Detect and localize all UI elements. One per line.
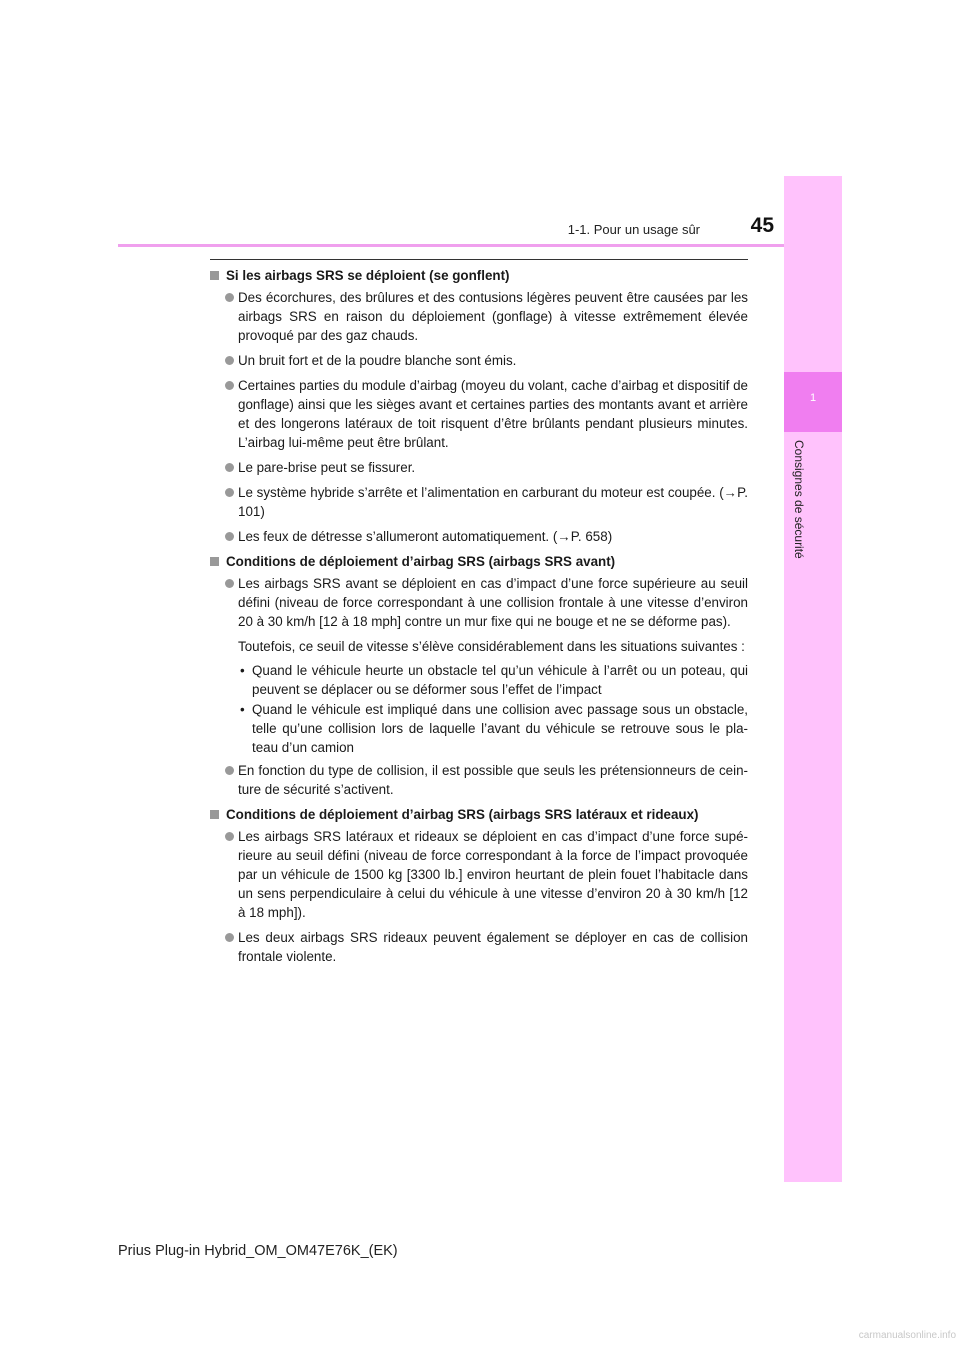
dot-marker-icon: •: [240, 663, 245, 678]
chapter-tab-number: 1: [809, 392, 817, 404]
round-bullet-icon: [225, 488, 234, 497]
list-item: Le pare-brise peut se fissurer.: [210, 458, 748, 477]
sub-list-item: • Quand le véhicule heurte un obstacle tel qu’un véhicule à l’arrêt ou un poteau, qui peuvent se déplacer ou se déformer sous l’effet de l’impact: [240, 663, 748, 697]
round-bullet-icon: [225, 293, 234, 302]
list-item: Des écorchures, des brûlures et des contusions légères peuvent être causées par les airbags SRS en raison du déploiement (gonflage) à vitesse extrêmement élevée provoqué par des gaz chauds.: [210, 288, 748, 345]
header-section-title: 1-1. Pour un usage sûr: [567, 222, 700, 237]
section-heading: Si les airbags SRS se déploient (se gonflent): [210, 266, 748, 285]
round-bullet-icon: [225, 463, 234, 472]
round-bullet-icon: [225, 579, 234, 588]
list-item: Les airbags SRS latéraux et rideaux se déploient en cas d’impact d’une force supé-rieure au seuil défini (niveau de force correspondant à la force de l’impact provoquée par un véhicule de 1500 kg [3300 lb.] environ heurtant de plein fouet l’habitacle dans un sens perpendiculaire à celui du véhicule à une vitesse d’environ 20 à 30 km/h [12 à 18 mph]).: [210, 827, 748, 922]
list-item: Les airbags SRS avant se déploient en cas d’impact d’une force supérieure au seuil défini (niveau de force correspondant à une collision frontale à une vitesse d’environ 20 à 30 km/h [12 à 18 mph] contre un mur fixe qui ne bouge et ne se déforme pas).: [210, 574, 748, 631]
list-item: En fonction du type de collision, il est possible que seuls les prétensionneurs de cein-ture de sécurité s’activent.: [210, 761, 748, 799]
square-bullet-icon: [210, 271, 219, 280]
paragraph: Toutefois, ce seuil de vitesse s’élève considérablement dans les situations suivantes :: [238, 639, 745, 654]
section-heading: Conditions de déploiement d’airbag SRS (airbags SRS avant): [210, 552, 748, 571]
round-bullet-icon: [225, 381, 234, 390]
header-rule: [118, 244, 842, 247]
list-item: Certaines parties du module d’airbag (moyeu du volant, cache d’airbag et dispositif de gonflage) ainsi que les sièges avant et certaines parties des montants avant et arrière et des longerons latéraux de toit risquent d’être brûlants pendant plusieurs minutes. L’airbag lui-même peut être brûlant.: [210, 376, 748, 452]
round-bullet-icon: [225, 532, 234, 541]
chapter-tab-label: Consignes de sécurité: [792, 440, 806, 559]
dot-marker-icon: •: [240, 702, 245, 717]
watermark: carmanualsonline.info: [858, 1330, 956, 1341]
list-item: Un bruit fort et de la poudre blanche sont émis.: [210, 351, 748, 370]
list-item: Le système hybride s’arrête et l’alimentation en carburant du moteur est coupée. (→P. 101): [210, 483, 748, 521]
section-heading: Conditions de déploiement d’airbag SRS (airbags SRS latéraux et rideaux): [210, 805, 748, 824]
page-number: 45: [750, 214, 774, 237]
list-item: Les feux de détresse s’allumeront automatiquement. (→P. 658): [210, 527, 748, 546]
page-content: [210, 266, 748, 972]
content-top-rule: [210, 259, 748, 260]
square-bullet-icon: [210, 557, 219, 566]
list-item: Les deux airbags SRS rideaux peuvent également se déployer en cas de collision frontale violente.: [210, 928, 748, 966]
round-bullet-icon: [225, 356, 234, 365]
footer-document-id: Prius Plug-in Hybrid_OM_OM47E76K_(EK): [118, 1243, 398, 1259]
sub-list-item: • Quand le véhicule est impliqué dans une collision avec passage sous un obstacle, telle qu’une collision lors de laquelle l’avant du véhicule se retrouve sous le pla-teau d’un camion: [240, 702, 748, 755]
square-bullet-icon: [210, 810, 219, 819]
chapter-side-tab: [784, 176, 842, 1182]
round-bullet-icon: [225, 832, 234, 841]
round-bullet-icon: [225, 766, 234, 775]
round-bullet-icon: [225, 933, 234, 942]
